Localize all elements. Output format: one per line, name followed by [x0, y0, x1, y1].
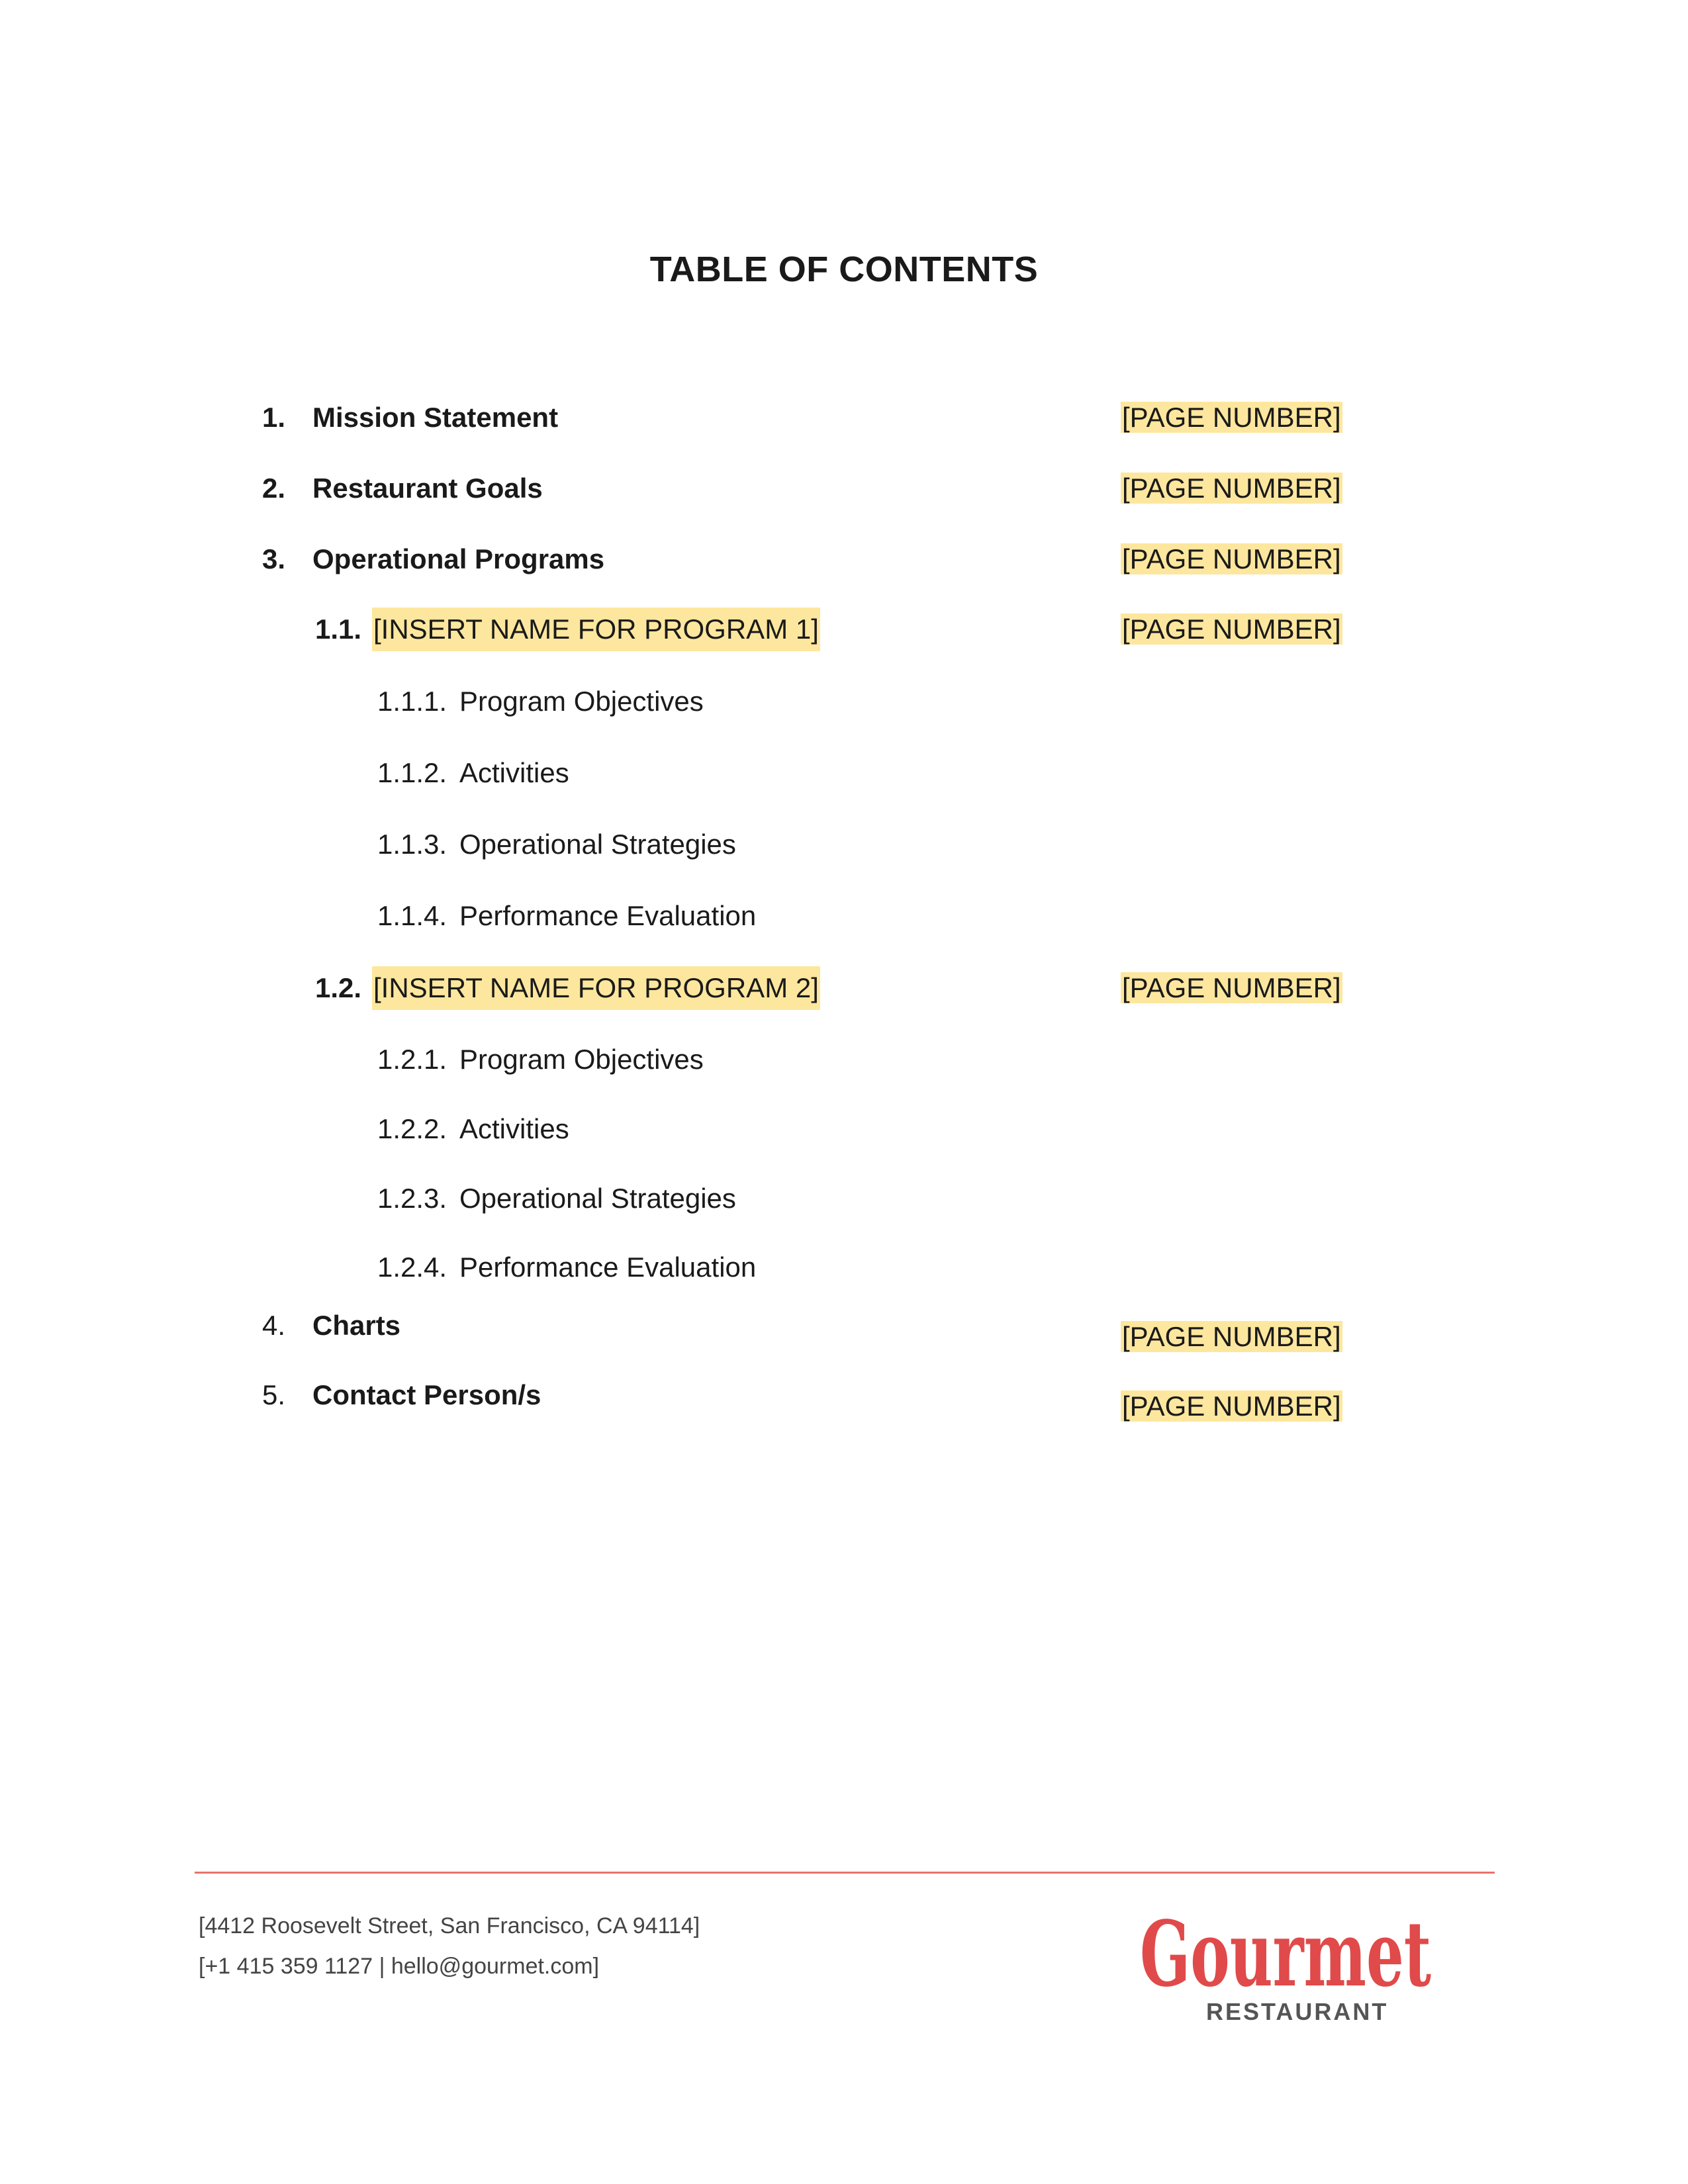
toc-page-number: [PAGE NUMBER] [1122, 972, 1341, 1003]
toc-entry-number: 1.2.1. [377, 1044, 447, 1075]
toc-entry-label: Operational Strategies [459, 1183, 736, 1214]
toc-entry-label: [INSERT NAME FOR PROGRAM 2] [372, 966, 820, 1010]
logo-wordmark: Gourmet [1140, 1906, 1432, 2007]
toc-entry-label: Charts [312, 1310, 401, 1341]
toc-entry-number: 1.1.3. [377, 829, 447, 860]
toc-entry-number: 1.2.3. [377, 1183, 447, 1214]
toc-entry-label: [INSERT NAME FOR PROGRAM 1] [372, 608, 820, 651]
toc-entry-label: Activities [459, 757, 569, 788]
toc-page-number: [PAGE NUMBER] [1122, 473, 1341, 504]
toc-entry-label: Program Objectives [459, 686, 704, 717]
toc-entry-number: 1.2.2. [377, 1113, 447, 1144]
page-title: TABLE OF CONTENTS [649, 250, 1039, 289]
toc-entry-number: 1.1.1. [377, 686, 447, 717]
toc-entry-label: Operational Programs [312, 543, 605, 574]
toc-entry-number: 3. [262, 543, 286, 574]
toc-page-number: [PAGE NUMBER] [1122, 402, 1341, 433]
toc-page-number: [PAGE NUMBER] [1122, 543, 1341, 574]
gourmet-restaurant-logo [1139, 1906, 1450, 2025]
toc-entry-label: Restaurant Goals [312, 473, 543, 504]
footer-divider [195, 1872, 1495, 1874]
logo-subtitle: RESTAURANT [1206, 1998, 1389, 2025]
toc-entry-number: 1. [262, 402, 286, 433]
toc-page-number: [PAGE NUMBER] [1122, 1390, 1341, 1422]
footer-contact: [+1 415 359 1127 | hello@gourmet.com] [199, 1954, 600, 1979]
toc-entry-label: Performance Evaluation [459, 1251, 757, 1283]
toc-entry-label: Activities [459, 1113, 569, 1144]
toc-entry-label: Contact Person/s [312, 1379, 541, 1410]
toc-page-number: [PAGE NUMBER] [1122, 1321, 1341, 1352]
toc-entry-number: 1.1. [315, 614, 362, 645]
toc-entry-number: 4. [262, 1310, 286, 1341]
toc-entry-label: Performance Evaluation [459, 900, 757, 931]
toc-entry-number: 1.2.4. [377, 1251, 447, 1283]
toc-entry-label: Program Objectives [459, 1044, 704, 1075]
toc-entry-label: Mission Statement [312, 402, 559, 433]
toc-entry-number: 2. [262, 473, 286, 504]
toc-entry-number: 1.1.4. [377, 900, 447, 931]
toc-page-number: [PAGE NUMBER] [1122, 614, 1341, 645]
toc-entry-number: 1.2. [315, 972, 362, 1003]
toc-entry-number: 5. [262, 1379, 286, 1410]
footer-address: [4412 Roosevelt Street, San Francisco, CA 94114] [199, 1913, 700, 1938]
toc-entry-number: 1.1.2. [377, 757, 447, 788]
toc-entry-label: Operational Strategies [459, 829, 736, 860]
